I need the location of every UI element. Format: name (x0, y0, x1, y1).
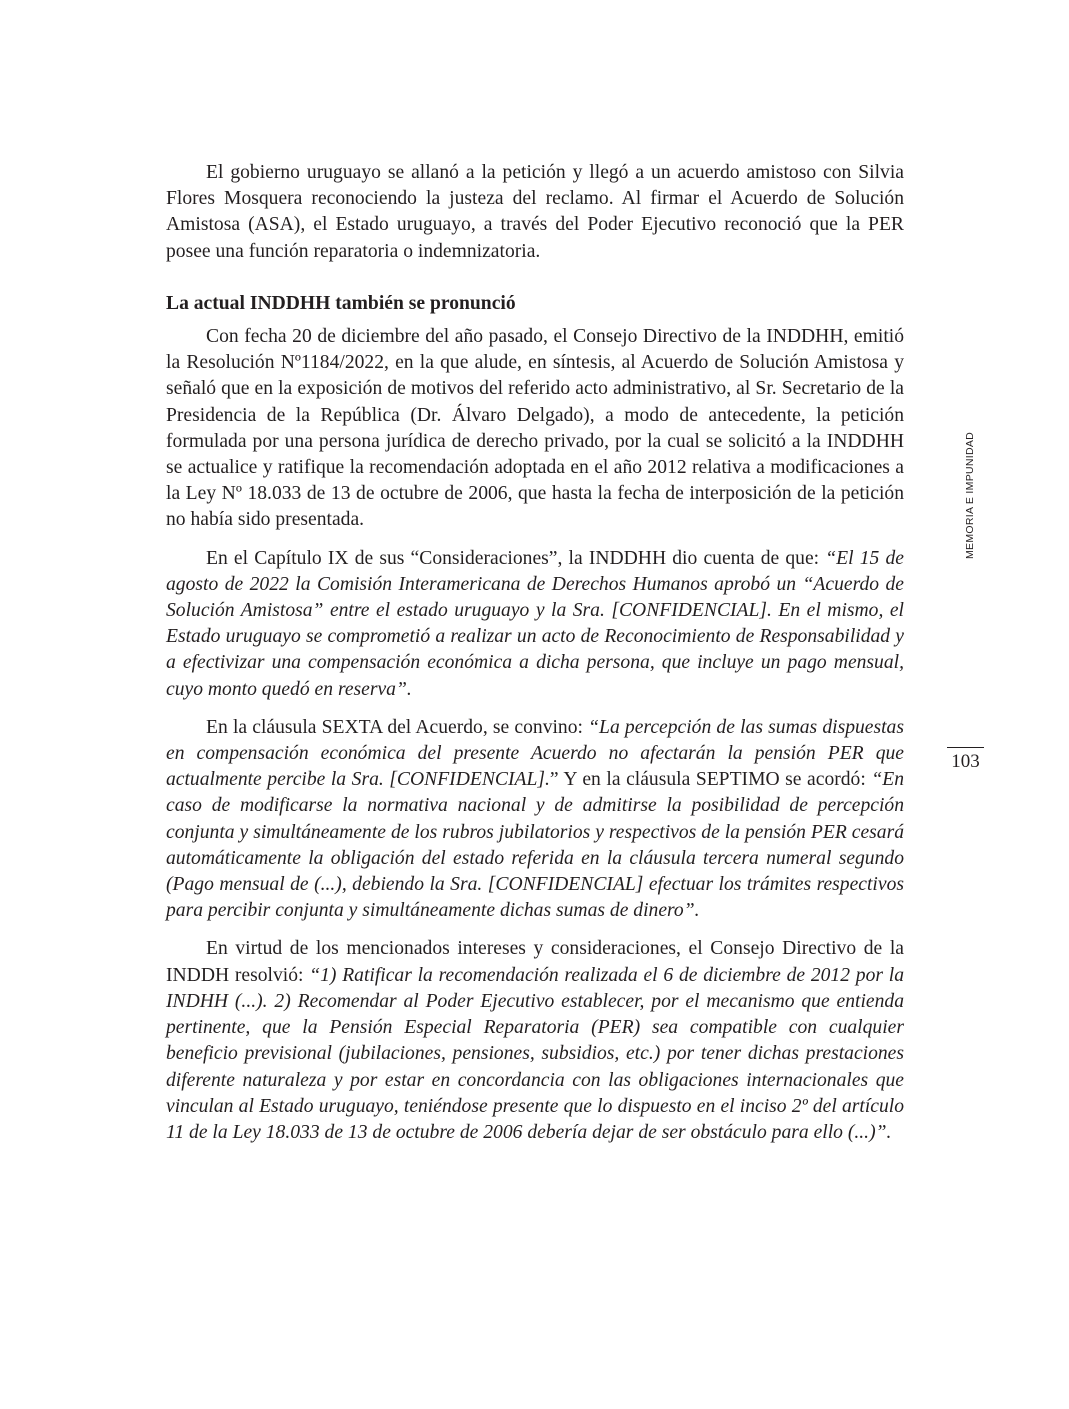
paragraph-4-quote-2: “En caso de modificarse la normativa nacional y de admitirse la posibilidad de percepción conjunta y simultáneamente de los rubros jubilatorios y respectivos de la pensión PER cesará automáticamente la obligación del estado referida en la cláusula tercera numeral segundo (Pago mensual de (...), debiendo la Sra. [CONFIDENCIAL] efectuar los trámites respectivos para percibir conjunta y simultáneamente dichas sumas de dinero”. (166, 769, 905, 922)
paragraph-5 (166, 936, 904, 1146)
paragraph-3 (166, 546, 904, 703)
paragraph-2: Con fecha 20 de diciembre del año pasado, el Consejo Directivo de la INDDHH, emitió la Resolución Nº1184/2022, en la que alude, en síntesis, al Acuerdo de Solución Amistosa y señaló que en la exposición de motivos del referido acto administrativo, al Sr. Secretario de la Presidencia de la República (Dr. Álvaro Delgado), a modo de antecedente, la petición formulada por una persona jurídica de derecho privado, por la cual se solicitó a la INDDHH se actualice y ratifique la recomendación adoptada en el año 2012 relativa a modificaciones a la Ley Nº 18.033 de 13 de octubre de 2006, que hasta la fecha de interposición de la petición no había sido presentada. (166, 326, 904, 531)
section-heading: La actual INDDHH también se pronunció (166, 292, 516, 314)
paragraph-1: El gobierno uruguayo se allanó a la petición y llegó a un acuerdo amistoso con Silvia Flores Mosquera reconociendo la justeza del reclamo. Al firmar el Acuerdo de Solución Amistosa (ASA), el Estado uruguayo, a través del Poder Ejecutivo reconoció que la PER posee una función reparatoria o indemnizatoria. (166, 162, 904, 262)
paragraph-4 (166, 715, 904, 925)
paragraph-3-lead: En el Capítulo IX de sus “Consideraciones”, la INDDHH dio cuenta de que: (206, 547, 826, 569)
running-head-text: MEMORIA E IMPUNIDAD (964, 431, 976, 559)
paragraph-4-mid: ” Y en la cláusula SEPTIMO se acordó: (549, 769, 872, 791)
page-body (166, 160, 904, 1146)
paragraph-5-lead: En virtud de los mencionados intereses y consideraciones, el Consejo Directivo de la INDDH resolvió: (166, 938, 904, 986)
folio-rule (947, 747, 984, 748)
paragraph-4-lead: En la cláusula SEXTA del Acuerdo, se convino: (206, 716, 589, 738)
paragraph-5-quote: “1) Ratificar la recomendación realizada el 6 de diciembre de 2012 por la INDHH (...). 2) Recomendar al Poder Ejecutivo establecer, por el mecanismo que entienda pertinente, que la Pensión Especial Reparatoria (PER) sea compatible con cualquier beneficio previsional (jubilaciones, pensiones, subsidios, etc.) por tener dichas prestaciones diferente naturaleza y por estar en concordancia con las obligaciones internacionales que vinculan al Estado uruguayo, teniéndose presente que lo dispuesto en el inciso 2º del artículo 11 de la Ley 18.033 de 13 de octubre de 2006 debería dejar de ser obstáculo para ello (...)”. (166, 964, 904, 1143)
paragraph-3-quote: “El 15 de agosto de 2022 la Comisión Interamericana de Derechos Humanos aprobó un “Acuerdo de Solución Amistosa” entre el estado uruguayo y la Sra. [CONFIDENCIAL]. En el mismo, el Estado uruguayo se comprometió a realizar un acto de Reconocimiento de Responsabilidad y a efectivizar una compensación económica a dicha persona, que incluye un pago mensual, cuyo monto quedó en reserva”. (166, 547, 904, 700)
running-head (952, 420, 976, 565)
paragraph-4-quote-1: “La percepción de las sumas dispuestas en compensación económica del presente Acuerdo no afectarán la pensión PER que actualmente percibe la Sra. [CONFIDENCIAL]. (166, 716, 904, 791)
page-number: 103 (951, 751, 980, 772)
